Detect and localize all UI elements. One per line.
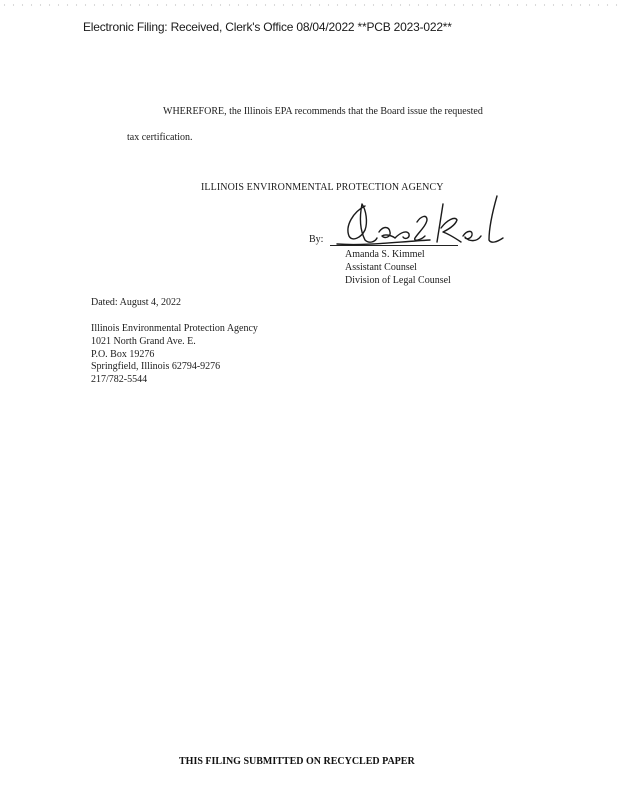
agency-address xyxy=(91,323,258,387)
address-line: 1021 North Grand Ave. E. xyxy=(91,335,196,347)
address-line: Springfield, Illinois 62794-9276 xyxy=(91,361,221,373)
handwritten-signature xyxy=(335,192,510,254)
address-line: Illinois Environmental Protection Agency xyxy=(91,323,258,334)
filing-stamp: Electronic Filing: Received, Clerk's Office 08/04/2022 **PCB 2023-022** xyxy=(83,20,452,34)
dated-line: Dated: August 4, 2022 xyxy=(91,297,181,308)
recycled-paper-footer: THIS FILING SUBMITTED ON RECYCLED PAPER xyxy=(179,756,415,767)
wherefore-paragraph-line2: tax certification. xyxy=(127,132,193,143)
agency-name: ILLINOIS ENVIRONMENTAL PROTECTION AGENCY xyxy=(201,182,444,193)
address-phone: 217/782-5544 xyxy=(91,374,148,386)
address-line: P.O. Box 19276 xyxy=(91,348,155,360)
by-label: By: xyxy=(309,234,324,245)
signer-title: Assistant Counsel xyxy=(345,262,417,273)
signer-name: Amanda S. Kimmel xyxy=(345,249,425,260)
scan-artifact-dots xyxy=(0,4,618,6)
signer-block xyxy=(345,248,451,287)
wherefore-paragraph-line1: WHEREFORE, the Illinois EPA recommends that the Board issue the requested xyxy=(163,106,483,117)
signer-division: Division of Legal Counsel xyxy=(345,275,451,286)
